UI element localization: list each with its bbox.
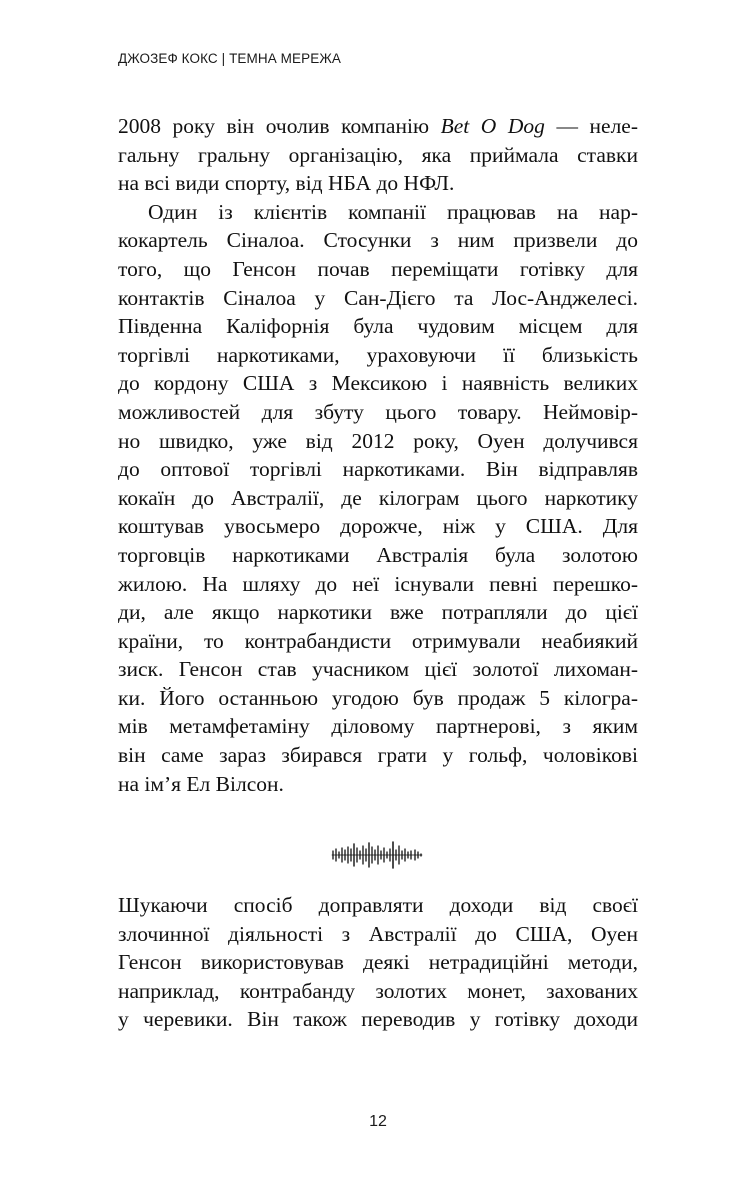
text-line: зиск. Генсон став учасником цієї золотої лихоман- bbox=[118, 657, 638, 682]
paragraph bbox=[118, 891, 638, 1034]
text-line: ки. Його останньою угодою був продаж 5 кілогра- bbox=[118, 685, 638, 710]
paragraph bbox=[118, 198, 638, 798]
text-section-2 bbox=[118, 891, 638, 1034]
text-line: контактів Сіналоа у Сан-Дієго та Лос-Анджелесі. bbox=[118, 285, 638, 310]
sound-wave-ornament-icon bbox=[331, 838, 425, 872]
text-line: можливостей для збуту цього товару. Неймовір- bbox=[118, 399, 638, 424]
text-line: на ім’я Ел Вілсон. bbox=[118, 771, 284, 796]
text-line: країни, то контрабандисти отримували неабиякий bbox=[118, 628, 638, 653]
text-line: коштував увосьмеро дорожче, ніж у США. Для bbox=[118, 514, 638, 539]
text-line: кокартель Сіналоа. Стосунки з ним призвели до bbox=[118, 228, 638, 253]
text-line: ди, але якщо наркотики вже потрапляли до цієї bbox=[118, 600, 638, 625]
text-run: — неле- bbox=[544, 114, 639, 138]
company-name: Bet O Dog bbox=[440, 114, 545, 138]
text-line: наприклад, контрабанду золотих монет, захованих bbox=[118, 978, 638, 1003]
text-line: того, що Генсон почав переміщати готівку для bbox=[118, 256, 638, 281]
text-line: мів метамфетаміну діловому партнерові, з яким bbox=[118, 714, 638, 739]
running-head: ДЖОЗЕФ КОКС | ТЕМНА МЕРЕЖА bbox=[118, 51, 341, 66]
text-line: він саме зараз збирався грати у гольф, чоловікові bbox=[118, 743, 638, 768]
text-line: торгівлі наркотиками, ураховуючи її близькість bbox=[118, 342, 638, 367]
text-line: торговців наркотиками Австралія була золотою bbox=[118, 542, 638, 567]
text-line bbox=[118, 112, 638, 141]
text-line: Південна Каліфорнія була чудовим місцем для bbox=[118, 314, 638, 339]
text-line: кокаїн до Австралії, де кілограм цього наркотику bbox=[118, 485, 638, 510]
text-line: Генсон використовував деякі нетрадиційні методи, bbox=[118, 950, 638, 975]
text-line: но швидко, уже від 2012 року, Оуен долучився bbox=[118, 428, 638, 453]
text-run: 2008 року він очолив компанію bbox=[118, 114, 441, 138]
text-line: до оптової торгівлі наркотиками. Він відправляв bbox=[118, 457, 638, 482]
text-line: до кордону США з Мексикою і наявність великих bbox=[118, 371, 638, 396]
paragraph bbox=[118, 112, 638, 198]
text-line: жилою. На шляху до неї існували певні перешко- bbox=[118, 571, 638, 596]
text-line: Шукаючи спосіб доправляти доходи від своєї bbox=[118, 893, 638, 917]
text-line: Один із клієнтів компанії працював на нар- bbox=[148, 199, 638, 224]
text-line: у черевики. Він також переводив у готівку доходи bbox=[118, 1007, 638, 1032]
text-section-1 bbox=[118, 112, 638, 798]
text-line: гальну гральну організацію, яка приймала ставки bbox=[118, 142, 638, 167]
text-line: на всі види спорту, від НБА до НФЛ. bbox=[118, 171, 455, 196]
text-line: злочинної діяльності з Австралії до США, Оуен bbox=[118, 921, 638, 946]
page-number: 12 bbox=[369, 1113, 387, 1130]
